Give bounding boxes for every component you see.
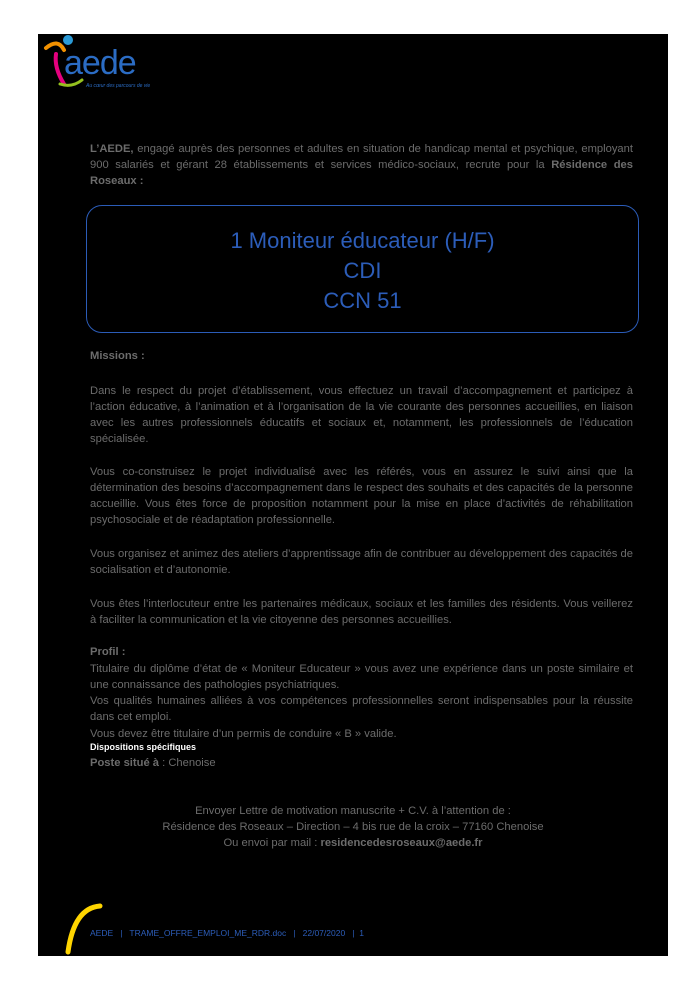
poste-line — [90, 755, 633, 771]
aede-logo — [42, 34, 172, 96]
footer-separator: | — [293, 928, 296, 938]
profil-paragraph-3: Vous devez être titulaire d’un permis de conduire « B » valide. — [90, 728, 397, 740]
contact-line-1: Envoyer Lettre de motivation manuscrite + C.V. à l’attention de : — [195, 805, 511, 817]
intro-paragraph — [90, 141, 633, 189]
contract-type: CDI — [343, 258, 382, 283]
contact-email[interactable]: residencedesroseaux@aede.fr — [320, 837, 483, 849]
missions-paragraph-2: Vous co-construisez le projet individualisé avec les référés, vous en assurez le suivi ainsi que la détermination des besoins d’accompagnement dans le respect des souhaits et des capacités de la personne accueillie. Vous êtes force de proposition notamment pour la mise en place d’activités de réhabilitation psychosociale et de réadaptation professionnelle. — [90, 466, 633, 526]
profil-paragraph-1: Titulaire du diplôme d’état de « Moniteur Educateur » vous avez une expérience dans un poste similaire et une connaissance des pathologies psychiatriques. — [90, 663, 633, 691]
document-page — [38, 34, 668, 956]
contact-email-prefix: Ou envoi par mail : — [223, 837, 321, 849]
intro-text: engagé auprès des personnes et adultes en situation de handicap mental et psychique, employant 900 salariés et gérant 28 établissements et services médico-sociaux, recrute pour la — [90, 143, 633, 171]
job-title: 1 Moniteur éducateur (H/F) — [230, 228, 495, 253]
profil-heading: Profil : — [90, 646, 126, 658]
missions-paragraph-1: Dans le respect du projet d’établissement, vous effectuez un travail d’accompagnement et participez à l’action éducative, à l’animation et à l’organisation de la vie courante des personnes accueillies, en liaison avec les autres professionnels éducatifs et sociaux et, notamment, les professionnels de l’éducation spécialisée. — [90, 385, 633, 445]
poste-label: Poste situé à — [90, 757, 160, 769]
contact-email-line — [38, 837, 668, 849]
footer-date: 22/07/2020 — [302, 928, 346, 938]
footer-separator: | — [352, 928, 355, 938]
footer-separator: | — [120, 928, 123, 938]
intro-place: Résidence des Roseaux : — [90, 159, 633, 187]
dispositions-label: Dispositions spécifiques — [90, 742, 197, 752]
footer-page-number: 1 — [359, 928, 364, 938]
missions-paragraph-4: Vous êtes l’interlocuteur entre les partenaires médicaux, sociaux et les familles des résidents. Vous veillerez à faciliter la communication et la vie citoyenne des personnes accueillies. — [90, 598, 633, 626]
footer — [90, 928, 364, 938]
job-title-box — [86, 205, 639, 333]
intro-org: L’AEDE, — [90, 143, 134, 155]
footer-org: AEDE — [90, 928, 114, 938]
logo-wordmark: aede — [64, 44, 136, 82]
collective-agreement: CCN 51 — [323, 288, 402, 313]
missions-heading: Missions : — [90, 350, 145, 362]
logo-tagline: Au cœur des parcours de vie — [86, 83, 151, 89]
contact-address: Résidence des Roseaux – Direction – 4 bis rue de la croix – 77160 Chenoise — [162, 821, 544, 833]
profil-paragraph-2: Vos qualités humaines alliées à vos compétences professionnelles seront indispensables pour la réussite dans cet emploi. — [90, 695, 633, 723]
poste-value: : Chenoise — [159, 757, 216, 769]
footer-filename: TRAME_OFFRE_EMPLOI_ME_RDR.doc — [129, 928, 287, 938]
missions-paragraph-3: Vous organisez et animez des ateliers d’apprentissage afin de contribuer au développement des capacités de socialisation et d’autonomie. — [90, 548, 633, 576]
